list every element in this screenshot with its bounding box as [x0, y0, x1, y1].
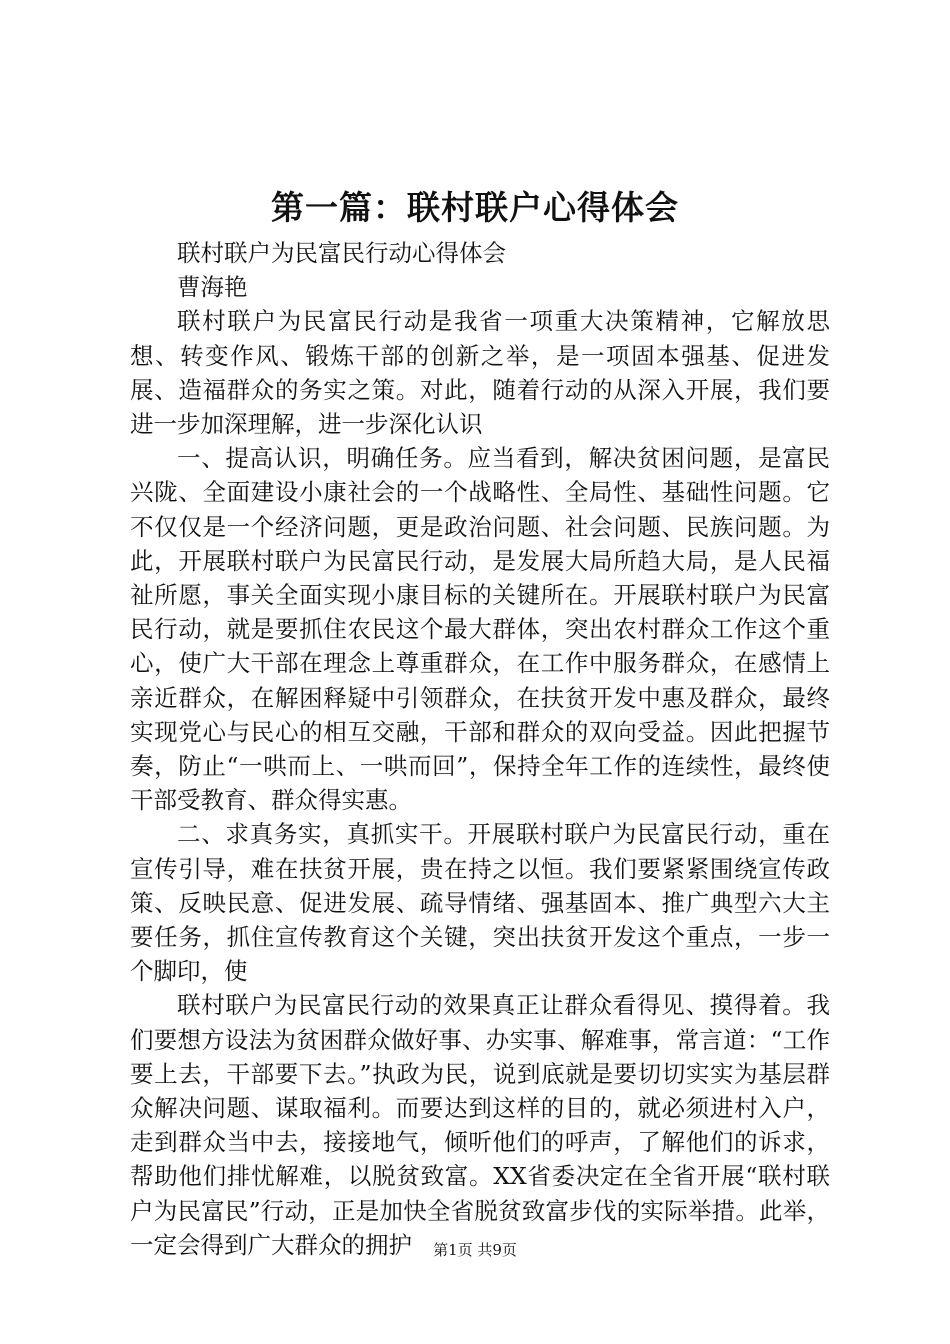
document-title: 第一篇：联村联户心得体会: [271, 188, 679, 227]
page-number-footer: 第1页 共9页: [433, 1241, 517, 1259]
paragraph-continuation: 联村联户为民富民行动的效果真正让群众看得见、摸得着。我们要想方设法为贫困群众做好事、办实事、解难事，常言道：“工作要上去，干部要下去。”执政为民，说到底就是要切切实实为基层群众解决问题、谋取福利。而要达到这样的目的，就必须进村入户，走到群众当中去，接接地气，倾听他们的呼声，了解他们的诉求，帮助他们排忧解难，以脱贫致富。XX省委决定在全省开展“联村联户为民富民”行动，正是加快全省脱贫致富步伐的实际举措。此举，一定会得到广大群众的拥护: [130, 991, 830, 1259]
document-body: [130, 236, 830, 1262]
document-subtitle: 联村联户为民富民行动心得体会: [177, 239, 506, 267]
paragraph-section-two: 二、求真务实，真抓实干。开展联村联户为民富民行动，重在宣传引导，难在扶贫开展，贵在持之以恒。我们要紧紧围绕宣传政策、反映民意、促进发展、疏导情绪、强基固本、推广典型六大主要任务，抓住宣传教育这个关键，突出扶贫开发这个重点，一步一个脚印，使: [130, 820, 830, 986]
paragraph-section-one: 一、提高认识，明确任务。应当看到，解决贫困问题，是富民兴陇、全面建设小康社会的一个战略性、全局性、基础性问题。它不仅仅是一个经济问题，更是政治问题、社会问题、民族问题。为此，开展联村联户为民富民行动，是发展大局所趋大局，是人民福祉所愿，事关全面实现小康目标的关键所在。开展联村联户为民富民行动，就是要抓住农民这个最大群体，突出农村群众工作这个重心，使广大干部在理念上尊重群众，在工作中服务群众，在感情上亲近群众，在解困释疑中引领群众，在扶贫开发中惠及群众，最终实现党心与民心的相互交融，干部和群众的双向受益。因此把握节奏，防止“一哄而上、一哄而回”，保持全年工作的连续性，最终使干部受教育、群众得实惠。: [130, 444, 830, 815]
paragraph-intro: 联村联户为民富民行动是我省一项重大决策精神，它解放思想、转变作风、锻炼干部的创新之举，是一项固本强基、促进发展、造福群众的务实之策。对此，随着行动的从深入开展，我们要进一步加深理解，进一步深化认识: [130, 307, 830, 439]
document-author: 曹海艳: [177, 273, 248, 302]
